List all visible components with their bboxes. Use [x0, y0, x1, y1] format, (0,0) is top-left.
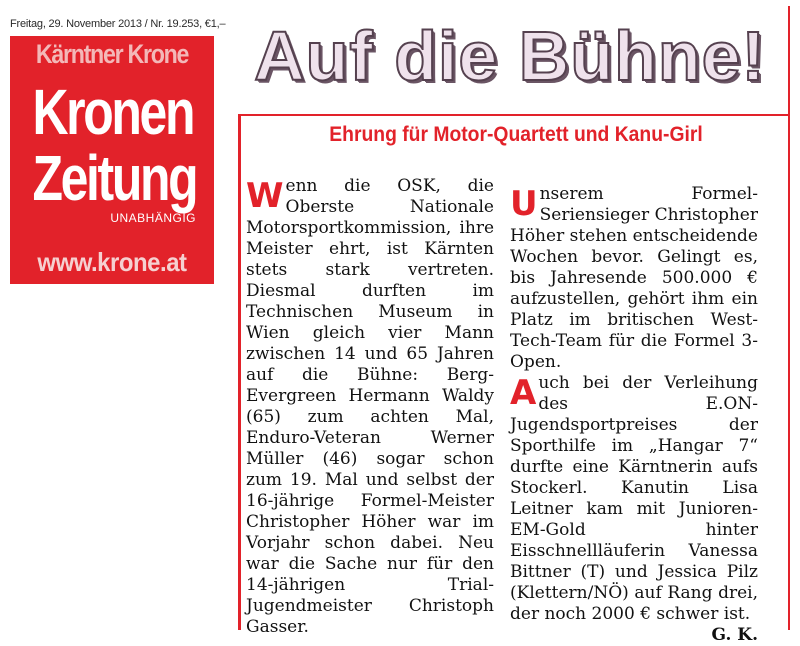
article-column-left	[246, 176, 494, 638]
logo-line-2: Zeitung	[32, 142, 197, 214]
dateline: Freitag, 29. November 2013 / Nr. 19.253, €1,–	[10, 18, 226, 30]
article	[230, 6, 790, 645]
masthead	[8, 18, 226, 286]
masthead-logo-block	[10, 36, 214, 284]
logo-line-1: Kronen	[32, 76, 194, 148]
dropcap: A	[510, 373, 537, 413]
dropcap: W	[246, 176, 284, 216]
paragraph-1	[246, 176, 494, 638]
edition-name: Kärntner Krone	[35, 39, 189, 69]
paragraph-text: enn die OSK, die Oberste Nationale Motorsportkommission, ihre Meister ehrt, ist Kärnten stets stark vertreten. Diesmal durften im Technischen Museum in Wien gleich vier Mann zwischen 14 und 65 Jahren auf die Bühne: Berg-Evergreen Hermann Waldy (65) zum achten Mal, Enduro-Veteran Werner Müller (46) sogar schon zum 19. Mal und selbst der 16-jährige Formel-Meister Christopher Höher war im Vorjahr schon dabei. Neu war die Sache nur für den 14-jährigen Trial-Jugendmeister Christoph Gasser.	[246, 176, 494, 637]
website-url: www.krone.at	[37, 247, 187, 277]
kicker: Ehrung für Motor-Quartett und Kanu-Girl	[329, 123, 703, 146]
masthead-subtitle: UNABHÄNGIG	[110, 211, 196, 225]
article-column-right	[510, 184, 758, 646]
headline: Auf die Bühne!	[254, 17, 766, 95]
author-signature: G. K.	[711, 625, 758, 645]
paragraph-2	[510, 184, 758, 373]
left-column-rule	[238, 156, 241, 630]
paragraph-3	[510, 373, 758, 645]
paragraph-text: uch bei der Verleihung des E.ON-Jugendsportpreises der Sporthilfe im „Hangar 7“ durfte eine Kärntnerin aufs Stockerl. Kanutin Lisa Leitner kam mit Junioren-EM-Gold hinter Eisschnellläuferin Vanessa Bittner (T) und Jessica Pilz (Klettern/NÖ) auf Rang drei, der noch 2000 € schwer ist.	[510, 373, 758, 624]
paragraph-text: nserem Formel-Seriensieger Christopher Höher stehen entscheidende Wochen bevor. Gelingt es, bis Jahresende 500.000 € aufzustellen, gehört ihm ein Platz im britischen West-Tech-Team für die Formel 3-Open.	[510, 184, 758, 372]
dropcap: U	[510, 184, 538, 224]
